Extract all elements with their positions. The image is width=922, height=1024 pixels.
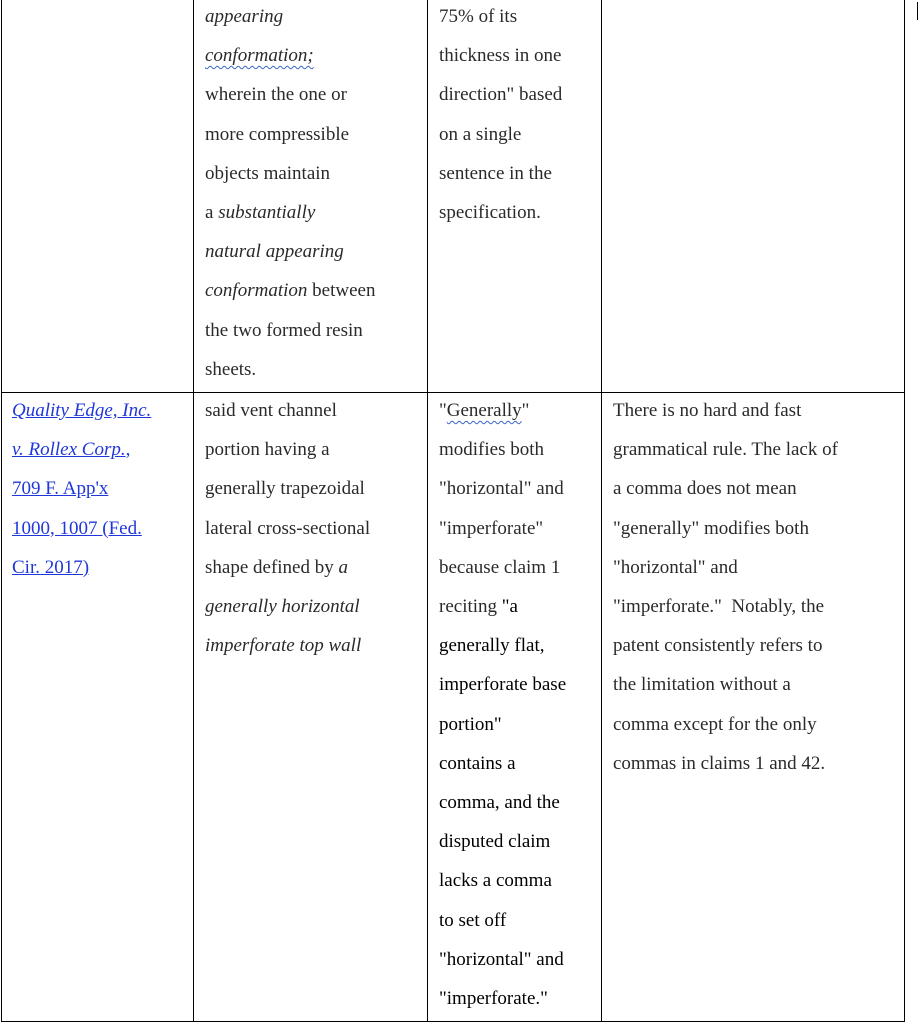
- holding-text: "imperforate.": [439, 988, 548, 1010]
- comment-text: "imperforate." Notably, the: [613, 596, 825, 618]
- row2-case-cell: [12, 391, 151, 587]
- holding-text: thickness in one: [439, 45, 562, 67]
- claim-text: imperforate top wall: [205, 635, 362, 657]
- row1-holding-cell: [439, 0, 562, 232]
- row2-comment-cell: [613, 391, 838, 783]
- comment-text: "generally" modifies both: [613, 517, 809, 539]
- holding-text: portion": [439, 713, 502, 735]
- comment-text: a comma does not mean: [613, 478, 797, 500]
- holding-text: comma, and the: [439, 792, 560, 814]
- claim-text: a: [338, 556, 348, 578]
- holding-text: modifies both: [439, 439, 545, 461]
- comment-text: "horizontal" and: [613, 556, 738, 578]
- claim-text: substantially: [218, 202, 316, 224]
- table-border-bottom: [1, 1021, 905, 1022]
- claim-text: a: [205, 202, 219, 224]
- holding-text: "horizontal" and: [439, 948, 564, 970]
- table-border-right: [904, 0, 905, 1022]
- row1-claim-cell: [205, 0, 375, 389]
- comment-text: the limitation without a: [613, 674, 791, 696]
- claim-text: portion having a: [205, 439, 330, 461]
- comment-text: commas in claims 1 and 42.: [613, 752, 826, 774]
- holding-text: "horizontal" and: [439, 478, 564, 500]
- holding-text: to set off: [439, 909, 507, 931]
- case-citation-link[interactable]: Quality Edge, Inc.: [12, 400, 152, 421]
- holding-text: imperforate base: [439, 674, 567, 696]
- holding-text: 75% of its: [439, 6, 518, 27]
- holding-text: specification.: [439, 202, 541, 224]
- holding-text: reciting: [439, 596, 502, 618]
- holding-text: Generally: [446, 400, 522, 421]
- claim-text: lateral cross-sectional: [205, 517, 371, 539]
- comment-text: grammatical rule. The lack of: [613, 439, 838, 461]
- claim-text: said vent channel: [205, 400, 337, 421]
- claim-text: appearing: [205, 6, 284, 27]
- claim-text: sheets.: [205, 358, 257, 380]
- holding-text: generally flat,: [439, 635, 545, 657]
- table-border-left: [1, 0, 2, 1022]
- holding-text: ": [521, 400, 530, 421]
- claim-text: more compressible: [205, 123, 350, 145]
- holding-text: on a single: [439, 123, 522, 145]
- row2-claim-cell: [205, 391, 370, 665]
- holding-text: because claim 1: [439, 556, 561, 578]
- case-citation-link[interactable]: Cir. 2017): [12, 556, 90, 578]
- comment-text: patent consistently refers to: [613, 635, 823, 657]
- comment-text: There is no hard and fast: [613, 400, 802, 421]
- holding-text: direction" based: [439, 84, 563, 106]
- table-divider-2: [427, 0, 428, 1022]
- claim-text: the two formed resin: [205, 319, 363, 341]
- holding-text: "imperforate": [439, 517, 544, 539]
- holding-text: lacks a comma: [439, 870, 552, 892]
- table-divider-1: [193, 0, 194, 1022]
- holding-text: ": [439, 400, 447, 421]
- row2-holding-cell: [439, 391, 566, 1018]
- case-citation-link[interactable]: v. Rollex Corp.: [12, 439, 126, 461]
- holding-text: "a: [501, 596, 518, 618]
- claim-text: conformation: [205, 280, 308, 302]
- claim-text: shape defined by: [205, 556, 339, 578]
- holding-text: sentence in the: [439, 162, 552, 184]
- claim-text: natural appearing: [205, 241, 344, 263]
- claim-text: generally trapezoidal: [205, 478, 365, 500]
- case-citation-link[interactable]: 1000, 1007 (Fed.: [12, 517, 142, 539]
- text-cursor: [917, 2, 918, 20]
- comment-text: comma except for the only: [613, 713, 817, 735]
- case-citation-link[interactable]: 709 F. App'x: [12, 478, 109, 500]
- claim-text: generally horizontal: [205, 596, 360, 618]
- claim-text: wherein the one or: [205, 84, 347, 106]
- holding-text: contains a: [439, 752, 516, 774]
- claim-text: between: [307, 280, 376, 302]
- claim-text: conformation;: [205, 45, 314, 67]
- case-citation-link[interactable]: ,: [125, 439, 131, 461]
- table-divider-3: [601, 0, 602, 1022]
- claim-text: objects maintain: [205, 162, 331, 184]
- holding-text: disputed claim: [439, 831, 551, 853]
